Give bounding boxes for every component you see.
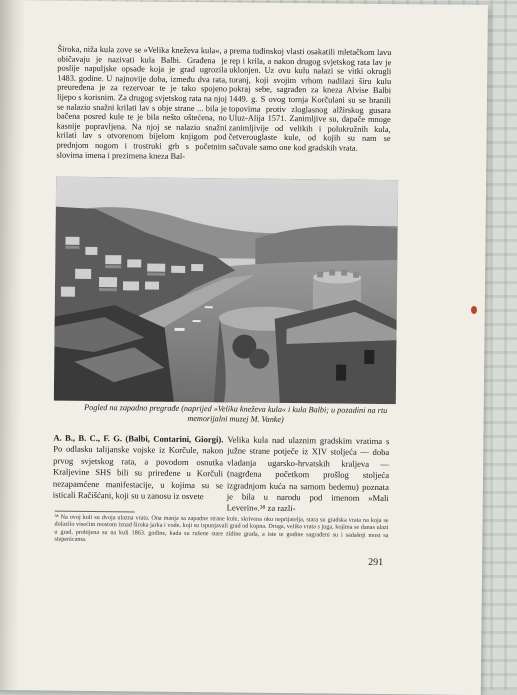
bottom-right-paragraph: Velika kula nad ulaznim gradskim vratima s južne strane potječe iz XIV stoljeća — doba vladanja ugarsko-hrvatskih kraljeva — (nagrđena početkom prošlog stoljeća izgradnjom kuća na samom bedemu) poznata je bila u narodu pod imenom »Mali Leverin«.³⁸ za razli- [226, 434, 390, 514]
page-number: 291 [368, 556, 384, 569]
top-left-paragraph: Široka, niža kula zove se »Velika kneževa kula«, a običavaju je nazivati kula Balbi. Građena je poslije napuljske opsade kojа je grad ugrozila 1483. godine. U najnovije doba, između dva rata, preuređena je za rezervoar te je tako spojeno lijepo s korisnim. Za drugog svjetskog rata na njoj se nalazio snažni krilati lav s obje strane ... bila je bačena posred kule te je bila nešto oštećena, no kasnije popravljena. Na njoj se nalazio snažni krilati lav s otvorenom bijelom knjigom pod prednjom nogom i trostruki grb s početnim slovima imena i prezimena kneza Bal- [56, 44, 228, 161]
footnote: ³⁸ Na ovoj kuli su dvoja ulazna vrata. Ona manja sa zapadne strane kule, skrivena oku neprijatelja, stara su gradska vrata na koja se dolazilo visećim mostom iznad široka jarka i vode, koji su ispunjavali grad od kopna. Druga, velika vrata s juga, kojima se danas ulazi u grad, probijena su na kuli 1863. godine, kada su rušene stare zidine grada, a iste te godine sagrađeni su i sadašnji most sa stepenicama. [54, 513, 389, 544]
bottom-left-body: Po odlasku talijanske vojske iz Korčule, nakon prvog svjetskog rata, a povodom osnutka Kraljevine SHS bili su priređene u Korčuli nezapamćene manifestacije, u kojima su se isticali Račišćani, koji su u zanosu iz osvete [52, 443, 224, 502]
harbor-photograph [54, 177, 398, 405]
bottom-left-paragraph [53, 433, 224, 503]
bottom-left-column [53, 433, 224, 503]
top-right-paragraph: prema tuđinskoj vlasti osakatili mletačkom lavu rep i krila, a nakon drugog svjetskog rata lav je uklonjen. Uz ovu kulu nalazi se vitki okrugli toranj, koji svojim vrhom nadilazi širu kulu pokraj sebe, sagrađen za kneza Alvise Balbi 1449. g. S ovog tornja Korčulani su se branili topovima protiv zloglasnog alžirskog gusara Uluz-Alija 1571. Zanimljive su, dapače mnoge zanimljivije od velikih i polukružnih kula, četverouglaste kule, od kojih su nam se sačuvale samo one kod gradskih vrata. [228, 46, 392, 153]
book-spine-shadow [0, 0, 26, 690]
top-left-column [56, 45, 227, 162]
bottom-right-column [227, 434, 390, 516]
footnote-rule [55, 511, 135, 513]
top-right-column [228, 46, 391, 153]
coat-of-arms-letters: A. B., B. C., F. G. (Balbi, Contarini, Giorgi). [53, 432, 224, 445]
photo-caption: Pogled na zapadno pregrađe (naprijed »Velika kneževa kula« i kula Balbi; u pozadini na rtu memorijalni muzej M. Vanke) [84, 402, 388, 424]
red-stain [471, 306, 477, 314]
